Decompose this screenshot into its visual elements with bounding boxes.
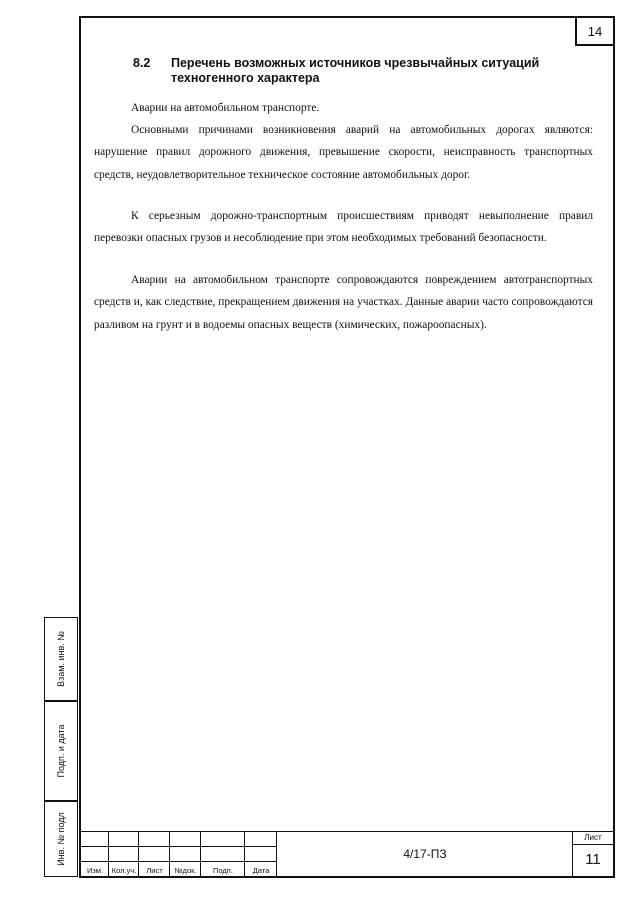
section-number: 8.2 [133, 56, 151, 70]
col-data: Дата [252, 866, 270, 875]
side-stamp-inv [44, 801, 78, 877]
section-title: Перечень возможных источников чрезвычайных ситуаций техногенного характера [171, 56, 540, 85]
paragraph: Аварии на автомобильном транспорте сопровождаются повреждением автотранспортных средств и, как следствие, прекращением движения на участках. Данные аварии часто сопровождаются разливом на грунт и в водоемы опасных веществ (химических, пожароопасных). [94, 274, 593, 331]
side-stamp-inv-label: Инв. № подл [56, 812, 66, 866]
col-list: Лист [146, 866, 163, 875]
col-podp: Подп. [213, 866, 233, 875]
side-stamp-vzam [44, 617, 78, 701]
sheet-number: 11 [585, 851, 601, 868]
paragraph: Аварии на автомобильном транспорте. [131, 102, 320, 114]
page-frame [79, 16, 615, 878]
sheet-cell [572, 832, 613, 876]
side-stamp-vzam-label: Взам. инв. № [56, 631, 66, 687]
col-izm: Изм. [86, 866, 104, 875]
sheet-label: Лист [573, 832, 613, 845]
title-block-grid [81, 832, 277, 876]
paragraph: Основными причинами возникновения аварий на автомобильных дорогах являются: нарушение правил дорожного движения, превышение скорости, неисправность транспортных средств, неудовлетворительное техническое состояние автомобильных дорог. [94, 124, 593, 181]
side-stamp-podp-label: Подп. и дата [56, 724, 66, 778]
col-kol-uch: Кол.уч. [111, 866, 137, 875]
document-code: 4/17-ПЗ [403, 847, 447, 861]
side-stamp-podp [44, 701, 78, 801]
col-ndok: №док. [174, 866, 197, 875]
page-number: 14 [575, 16, 615, 46]
paragraph: К серьезным дорожно-транспортным происшествиям приводят невыполнение правил перевозки опасных грузов и несоблюдение при этом необходимых требований безопасности. [94, 210, 593, 245]
title-block [81, 831, 613, 876]
